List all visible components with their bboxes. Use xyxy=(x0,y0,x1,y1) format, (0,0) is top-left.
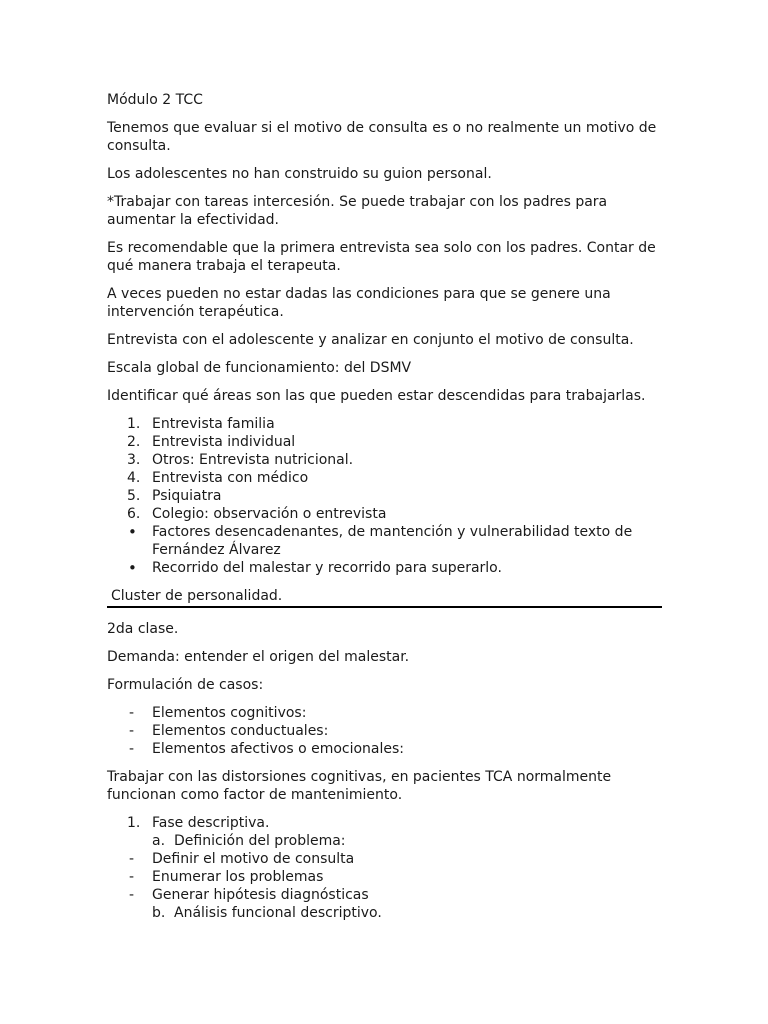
paragraph: *Trabajar con tareas intercesión. Se puede trabajar con los padres para aumentar la efectividad. xyxy=(107,194,608,228)
sub-list-item-text: Análisis funcional descriptivo. xyxy=(174,905,382,921)
list-item-text: Otros: Entrevista nutricional. xyxy=(152,452,354,468)
list-item xyxy=(107,415,662,433)
paragraph: 2da clase. xyxy=(107,621,179,637)
phases-list xyxy=(107,814,662,922)
paragraph: Demanda: entender el origen del malestar. xyxy=(107,649,410,665)
sub-list-marker: a. xyxy=(152,833,166,849)
dash-marker: - xyxy=(129,887,135,903)
dash-marker: - xyxy=(129,741,135,757)
list-item xyxy=(107,850,662,868)
dash-marker: - xyxy=(129,723,135,739)
document-page xyxy=(107,91,662,932)
list-item-text: Psiquiatra xyxy=(152,488,222,504)
list-item-text: Elementos conductuales: xyxy=(152,723,329,739)
list-item xyxy=(107,523,662,559)
paragraph: A veces pueden no estar dadas las condiciones para que se genere una intervención terapéutica. xyxy=(107,286,611,320)
sub-list-item xyxy=(107,904,662,922)
list-item xyxy=(107,886,662,904)
list-marker: 1. xyxy=(127,815,141,831)
list-item xyxy=(107,469,662,487)
list-item-text: Entrevista familia xyxy=(152,416,275,432)
list-item xyxy=(107,487,662,505)
dash-marker: - xyxy=(129,705,135,721)
list-item-text: Elementos afectivos o emocionales: xyxy=(152,741,405,757)
evaluation-list xyxy=(107,415,662,577)
paragraph: Tenemos que evaluar si el motivo de consulta es o no realmente un motivo de consulta. xyxy=(107,120,657,154)
sub-list-item xyxy=(107,832,662,850)
list-item xyxy=(107,740,662,758)
horizontal-divider xyxy=(107,606,662,608)
list-item xyxy=(107,559,662,577)
list-item xyxy=(107,704,662,722)
list-marker: 3. xyxy=(127,452,141,468)
case-formulation-list xyxy=(107,704,662,758)
list-item-text: Elementos cognitivos: xyxy=(152,705,307,721)
list-item xyxy=(107,722,662,740)
list-marker: 5. xyxy=(127,488,141,504)
dash-marker: - xyxy=(129,869,135,885)
list-marker: 6. xyxy=(127,506,141,522)
bullet-marker: • xyxy=(128,523,137,541)
cluster-heading: Cluster de personalidad. xyxy=(111,588,283,604)
paragraph: Entrevista con el adolescente y analizar en conjunto el motivo de consulta. xyxy=(107,332,634,348)
paragraph: Los adolescentes no han construido su guion personal. xyxy=(107,166,492,182)
paragraph: Formulación de casos: xyxy=(107,677,264,693)
list-item xyxy=(107,868,662,886)
dash-marker: - xyxy=(129,851,135,867)
list-item-text: Entrevista individual xyxy=(152,434,296,450)
list-item-text: Definir el motivo de consulta xyxy=(152,851,355,867)
sub-list-item-text: Definición del problema: xyxy=(174,833,346,849)
list-item-text: Factores desencadenantes, de mantención y vulnerabilidad texto de Fernández Álvarez xyxy=(152,524,633,558)
list-item xyxy=(107,433,662,451)
list-item-text: Entrevista con médico xyxy=(152,470,309,486)
list-item xyxy=(107,505,662,523)
sub-list-marker: b. xyxy=(152,905,166,921)
list-marker: 2. xyxy=(127,434,141,450)
document-title: Módulo 2 TCC xyxy=(107,92,203,108)
list-item-text: Enumerar los problemas xyxy=(152,869,324,885)
list-item-text: Colegio: observación o entrevista xyxy=(152,506,387,522)
list-marker: 1. xyxy=(127,416,141,432)
bullet-marker: • xyxy=(128,559,137,577)
paragraph: Identificar qué áreas son las que pueden estar descendidas para trabajarlas. xyxy=(107,388,646,404)
list-item xyxy=(107,814,662,832)
list-marker: 4. xyxy=(127,470,141,486)
list-item xyxy=(107,451,662,469)
list-item-text: Generar hipótesis diagnósticas xyxy=(152,887,369,903)
paragraph: Es recomendable que la primera entrevista sea solo con los padres. Contar de qué manera trabaja el terapeuta. xyxy=(107,240,656,274)
paragraph: Trabajar con las distorsiones cognitivas, en pacientes TCA normalmente funcionan como factor de mantenimiento. xyxy=(107,769,612,803)
list-item-text: Recorrido del malestar y recorrido para superarlo. xyxy=(152,560,502,576)
list-item-text: Fase descriptiva. xyxy=(152,815,270,831)
paragraph: Escala global de funcionamiento: del DSMV xyxy=(107,360,412,376)
